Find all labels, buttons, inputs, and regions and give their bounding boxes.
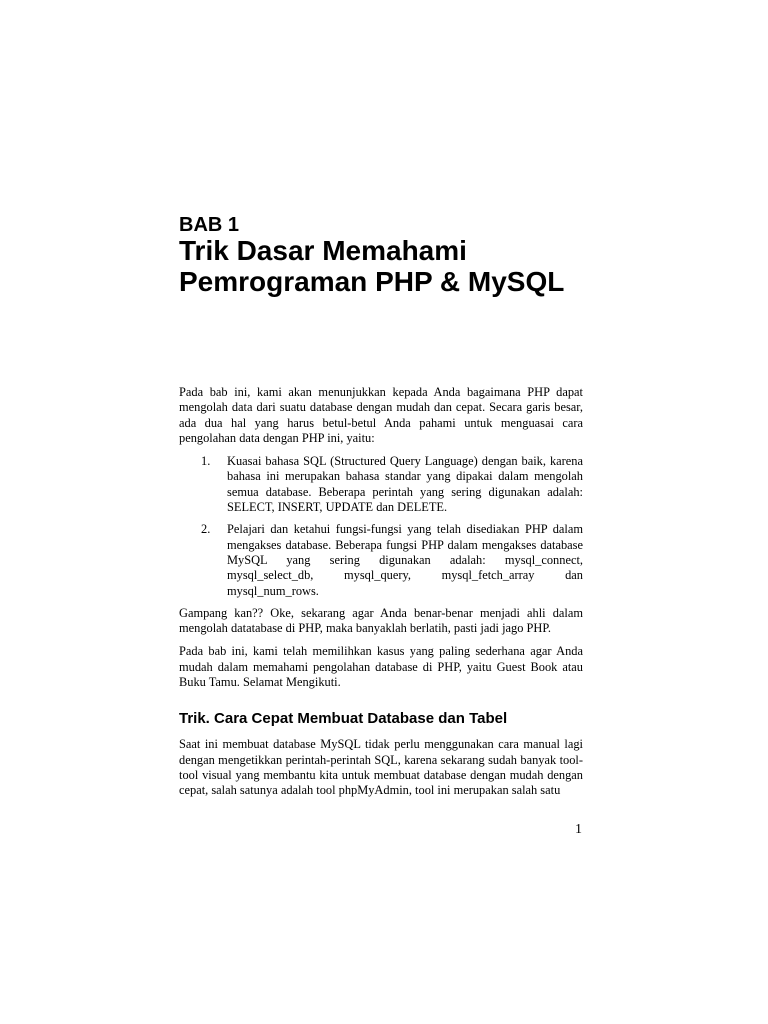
section-paragraph: Saat ini membuat database MySQL tidak perlu menggunakan cara manual lagi dengan mengetikkan perintah-perintah SQL, karena sekarang sudah banyak tool-tool visual yang membantu kita untuk membuat database dengan mudah dengan cepat, salah satunya adalah tool phpMyAdmin, tool ini merupakan salah satu xyxy=(179,737,583,798)
list-item xyxy=(179,454,583,515)
page-number: 1 xyxy=(575,822,582,837)
intro-paragraph: Pada bab ini, kami akan menunjukkan kepada Anda bagaimana PHP dapat mengolah data dari suatu database dengan mudah dan cepat. Secara garis besar, ada dua hal yang harus betul-betul Anda pahami untuk menguasai cara pengolahan data dengan PHP ini, yaitu: xyxy=(179,385,583,445)
chapter-title xyxy=(179,235,599,297)
chapter-label: BAB 1 xyxy=(179,214,240,236)
list-item-number: 2. xyxy=(201,522,211,537)
section-heading: Trik. Cara Cepat Membuat Database dan Tabel xyxy=(179,710,508,728)
body-paragraph: Gampang kan?? Oke, sekarang agar Anda benar-benar menjadi ahli dalam mengolah datatabase di PHP, maka banyaklah berlatih, pasti jadi jago PHP. xyxy=(179,605,583,636)
body-paragraph: Pada bab ini, kami telah memilihkan kasus yang paling sederhana agar Anda mudah dalam memahami pengolahan database di PHP, yaitu Guest Book atau Buku Tamu. Selamat Mengikuti. xyxy=(179,644,583,690)
list-item xyxy=(179,522,583,598)
body-content xyxy=(179,385,583,807)
chapter-title-line-1: Trik Dasar Memahami xyxy=(179,235,467,266)
list-item-number: 1. xyxy=(201,454,211,469)
chapter-title-line-2: Pemrograman PHP & MySQL xyxy=(179,266,565,297)
list-item-text: Pelajari dan ketahui fungsi-fungsi yang telah disediakan PHP dalam mengakses database. Beberapa fungsi PHP dalam mengakses database MySQL yang sering digunakan adalah: mysql_connect, mysql_select_db, mysql_query, mysql_fetch_array dan mysql_num_rows. xyxy=(227,522,583,598)
numbered-list xyxy=(179,454,583,599)
list-item-text: Kuasai bahasa SQL (Structured Query Language) dengan baik, karena bahasa ini merupakan bahasa standar yang dipakai dalam mengolah semua database. Beberapa perintah yang sering digunakan adalah: SELECT, INSERT, UPDATE dan DELETE. xyxy=(227,454,583,515)
